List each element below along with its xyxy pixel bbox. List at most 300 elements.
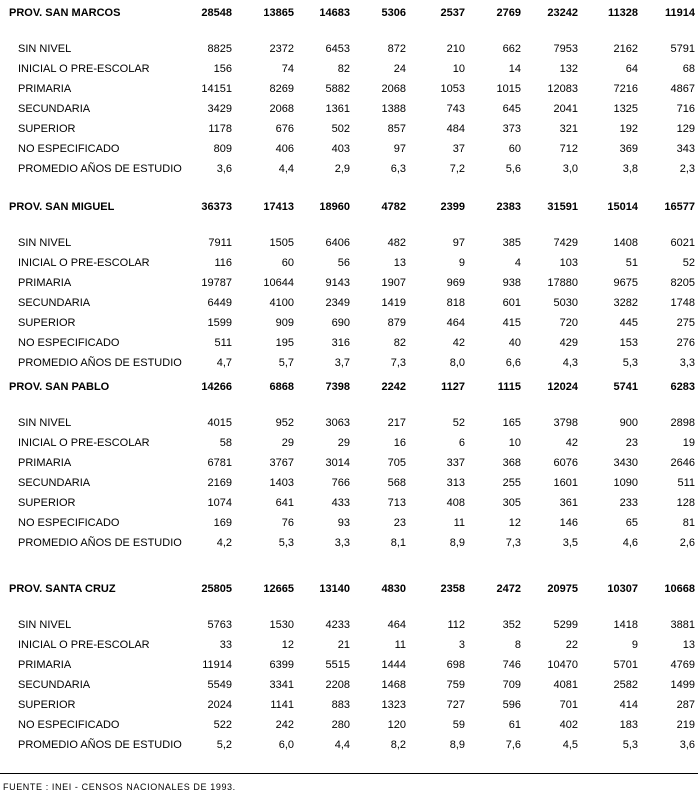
value-cell: 4,5 (562, 739, 578, 751)
value-cell: 22 (565, 639, 578, 651)
value-cell: 129 (676, 123, 695, 135)
value-cell: 7,3 (505, 537, 521, 549)
value-cell: 1408 (613, 237, 638, 249)
province-total-cell: 14266 (201, 381, 232, 393)
value-cell: 12083 (547, 83, 578, 95)
value-cell: 373 (502, 123, 521, 135)
row-label: SUPERIOR (18, 497, 76, 509)
province-total-cell: 16577 (664, 201, 695, 213)
value-cell: 368 (502, 457, 521, 469)
province-total-cell: 5741 (613, 381, 638, 393)
province-total-cell: 4830 (381, 583, 406, 595)
value-cell: 445 (619, 317, 638, 329)
value-cell: 52 (682, 257, 695, 269)
value-cell: 2208 (325, 679, 350, 691)
value-cell: 23 (625, 437, 638, 449)
row-label: PROMEDIO AÑOS DE ESTUDIO (18, 357, 182, 369)
value-cell: 7,3 (390, 357, 406, 369)
value-cell: 24 (393, 63, 406, 75)
value-cell: 8,9 (449, 739, 465, 751)
value-cell: 275 (676, 317, 695, 329)
value-cell: 42 (565, 437, 578, 449)
value-cell: 403 (331, 143, 350, 155)
value-cell: 11 (394, 639, 406, 651)
value-cell: 37 (452, 143, 465, 155)
value-cell: 596 (502, 699, 521, 711)
province-header-row (0, 197, 698, 217)
value-cell: 6,3 (390, 163, 406, 175)
row-label: INICIAL O PRE-ESCOLAR (18, 437, 150, 449)
value-cell: 429 (559, 337, 578, 349)
value-cell: 305 (502, 497, 521, 509)
value-cell: 952 (275, 417, 294, 429)
row-label: SECUNDARIA (18, 679, 91, 691)
value-cell: 511 (677, 477, 695, 489)
value-cell: 6076 (553, 457, 578, 469)
value-cell: 406 (275, 143, 294, 155)
table-row (0, 413, 698, 433)
province-total-cell: 12024 (547, 381, 578, 393)
value-cell: 165 (502, 417, 521, 429)
value-cell: 60 (281, 257, 294, 269)
value-cell: 1599 (207, 317, 232, 329)
province-total-cell: 4782 (381, 201, 406, 213)
row-label: SECUNDARIA (18, 477, 91, 489)
value-cell: 29 (337, 437, 350, 449)
province-total-cell: 31591 (547, 201, 578, 213)
value-cell: 10470 (547, 659, 578, 671)
province-total-cell: 2537 (440, 7, 465, 19)
value-cell: 1178 (208, 123, 232, 135)
value-cell: 759 (446, 679, 465, 691)
value-cell: 219 (676, 719, 695, 731)
value-cell: 1403 (269, 477, 294, 489)
province-total-cell: 13865 (263, 7, 294, 19)
table-row (0, 313, 698, 333)
value-cell: 82 (337, 63, 350, 75)
value-cell: 5299 (553, 619, 578, 631)
value-cell: 337 (446, 457, 465, 469)
value-cell: 883 (331, 699, 350, 711)
value-cell: 76 (281, 517, 294, 529)
value-cell: 3,5 (562, 537, 578, 549)
province-header-row (0, 579, 698, 599)
value-cell: 4100 (269, 297, 294, 309)
row-label: NO ESPECIFICADO (18, 719, 120, 731)
row-label: NO ESPECIFICADO (18, 143, 120, 155)
value-cell: 482 (387, 237, 406, 249)
value-cell: 7429 (553, 237, 578, 249)
value-cell: 415 (502, 317, 521, 329)
value-cell: 6021 (670, 237, 695, 249)
value-cell: 97 (452, 237, 465, 249)
value-cell: 3,0 (562, 163, 578, 175)
value-cell: 5,6 (505, 163, 521, 175)
value-cell: 8,1 (390, 537, 406, 549)
source-note: FUENTE : INEI - CENSOS NACIONALES DE 1993. (3, 782, 236, 792)
value-cell: 68 (682, 63, 695, 75)
table-row (0, 635, 698, 655)
value-cell: 1074 (207, 497, 232, 509)
value-cell: 464 (387, 619, 406, 631)
value-cell: 10 (508, 437, 521, 449)
value-cell: 5030 (553, 297, 578, 309)
value-cell: 65 (625, 517, 638, 529)
province-total-cell: 28548 (201, 7, 232, 19)
row-label: PRIMARIA (18, 457, 72, 469)
value-cell: 3,8 (622, 163, 638, 175)
value-cell: 23 (393, 517, 406, 529)
province-total-cell: 5306 (381, 7, 406, 19)
value-cell: 1499 (670, 679, 695, 691)
value-cell: 1141 (270, 699, 294, 711)
value-cell: 8,2 (390, 739, 406, 751)
value-cell: 4867 (670, 83, 695, 95)
value-cell: 743 (446, 103, 465, 115)
value-cell: 8205 (670, 277, 695, 289)
value-cell: 1907 (381, 277, 406, 289)
value-cell: 316 (331, 337, 350, 349)
value-cell: 3798 (553, 417, 578, 429)
province-total-cell: 23242 (547, 7, 578, 19)
value-cell: 5,3 (622, 739, 638, 751)
value-cell: 60 (508, 143, 521, 155)
row-label: PRIMARIA (18, 659, 72, 671)
value-cell: 1418 (613, 619, 638, 631)
value-cell: 4081 (553, 679, 578, 691)
value-cell: 720 (559, 317, 578, 329)
province-total-cell: 1127 (441, 381, 465, 393)
value-cell: 21 (337, 639, 350, 651)
value-cell: 645 (502, 103, 521, 115)
value-cell: 97 (393, 143, 406, 155)
value-cell: 969 (446, 277, 465, 289)
value-cell: 1444 (381, 659, 406, 671)
value-cell: 9675 (613, 277, 638, 289)
value-cell: 4,2 (216, 537, 232, 549)
value-cell: 433 (331, 497, 350, 509)
province-total-cell: 10668 (664, 583, 695, 595)
table-row (0, 99, 698, 119)
value-cell: 287 (676, 699, 695, 711)
value-cell: 7,2 (449, 163, 465, 175)
row-label: INICIAL O PRE-ESCOLAR (18, 63, 150, 75)
value-cell: 709 (502, 679, 521, 691)
value-cell: 5701 (613, 659, 638, 671)
value-cell: 2068 (269, 103, 294, 115)
value-cell: 1388 (381, 103, 406, 115)
table-row (0, 473, 698, 493)
value-cell: 82 (393, 337, 406, 349)
value-cell: 5,7 (278, 357, 294, 369)
table-row (0, 655, 698, 675)
value-cell: 4,3 (562, 357, 578, 369)
value-cell: 59 (452, 719, 465, 731)
value-cell: 93 (337, 517, 350, 529)
value-cell: 3 (458, 639, 465, 651)
province-total-cell: 7398 (325, 381, 350, 393)
value-cell: 56 (337, 257, 350, 269)
value-cell: 42 (452, 337, 465, 349)
province-total-cell: 2472 (496, 583, 521, 595)
province-header-row (0, 377, 698, 397)
province-total-cell: 2242 (381, 381, 406, 393)
value-cell: 2162 (613, 43, 638, 55)
value-cell: 408 (446, 497, 465, 509)
value-cell: 5549 (207, 679, 232, 691)
value-cell: 2372 (269, 43, 294, 55)
value-cell: 4,6 (622, 537, 638, 549)
value-cell: 6406 (325, 237, 350, 249)
table-row (0, 353, 698, 373)
value-cell: 217 (387, 417, 406, 429)
province-total-cell: 11328 (608, 7, 638, 19)
table-row (0, 695, 698, 715)
value-cell: 5515 (325, 659, 350, 671)
value-cell: 2582 (613, 679, 638, 691)
value-cell: 13 (682, 639, 695, 651)
value-cell: 8269 (269, 83, 294, 95)
value-cell: 7,6 (505, 739, 521, 751)
value-cell: 4,4 (334, 739, 350, 751)
value-cell: 705 (387, 457, 406, 469)
value-cell: 1601 (553, 477, 578, 489)
value-cell: 4,4 (278, 163, 294, 175)
value-cell: 3341 (269, 679, 294, 691)
row-label: SECUNDARIA (18, 103, 91, 115)
row-label: SIN NIVEL (18, 237, 72, 249)
value-cell: 33 (219, 639, 232, 651)
value-cell: 16 (393, 437, 406, 449)
value-cell: 464 (446, 317, 465, 329)
value-cell: 74 (281, 63, 294, 75)
value-cell: 2349 (325, 297, 350, 309)
value-cell: 242 (275, 719, 294, 731)
value-cell: 3429 (207, 103, 232, 115)
value-cell: 6781 (207, 457, 232, 469)
value-cell: 857 (387, 123, 406, 135)
value-cell: 9 (631, 639, 638, 651)
value-cell: 210 (446, 43, 465, 55)
value-cell: 2,6 (679, 537, 695, 549)
row-label: PRIMARIA (18, 83, 72, 95)
value-cell: 369 (619, 143, 638, 155)
row-label: SIN NIVEL (18, 43, 72, 55)
value-cell: 1015 (496, 83, 521, 95)
value-cell: 4233 (325, 619, 350, 631)
value-cell: 5791 (670, 43, 695, 55)
table-row (0, 139, 698, 159)
table-row (0, 433, 698, 453)
value-cell: 522 (213, 719, 232, 731)
value-cell: 1361 (325, 103, 350, 115)
value-cell: 8,0 (449, 357, 465, 369)
value-cell: 3767 (269, 457, 294, 469)
value-cell: 120 (387, 719, 406, 731)
value-cell: 502 (331, 123, 350, 135)
value-cell: 818 (446, 297, 465, 309)
value-cell: 713 (387, 497, 406, 509)
table-row (0, 253, 698, 273)
value-cell: 698 (446, 659, 465, 671)
value-cell: 3282 (613, 297, 638, 309)
value-cell: 8,9 (449, 537, 465, 549)
value-cell: 51 (625, 257, 638, 269)
value-cell: 128 (676, 497, 695, 509)
value-cell: 766 (331, 477, 350, 489)
value-cell: 146 (559, 517, 578, 529)
value-cell: 727 (446, 699, 465, 711)
value-cell: 12 (281, 639, 294, 651)
value-cell: 716 (676, 103, 695, 115)
value-cell: 5,3 (622, 357, 638, 369)
value-cell: 7911 (208, 237, 232, 249)
table-row (0, 513, 698, 533)
table-row (0, 715, 698, 735)
row-label: SIN NIVEL (18, 417, 72, 429)
value-cell: 1530 (269, 619, 294, 631)
value-cell: 2041 (553, 103, 578, 115)
value-cell: 192 (619, 123, 638, 135)
value-cell: 3881 (670, 619, 695, 631)
value-cell: 9143 (325, 277, 350, 289)
value-cell: 3430 (613, 457, 638, 469)
value-cell: 7953 (553, 43, 578, 55)
value-cell: 3,7 (334, 357, 350, 369)
table-row (0, 59, 698, 79)
value-cell: 183 (619, 719, 638, 731)
value-cell: 872 (387, 43, 406, 55)
row-label: NO ESPECIFICADO (18, 337, 120, 349)
value-cell: 879 (387, 317, 406, 329)
table-row (0, 453, 698, 473)
value-cell: 64 (625, 63, 638, 75)
value-cell: 676 (275, 123, 294, 135)
province-total-cell: 18960 (319, 201, 350, 213)
province-total-cell: 1115 (497, 381, 521, 393)
value-cell: 402 (559, 719, 578, 731)
province-total-cell: 6868 (269, 381, 294, 393)
value-cell: 8825 (207, 43, 232, 55)
table-row (0, 735, 698, 755)
value-cell: 52 (452, 417, 465, 429)
province-total-cell: 14683 (319, 7, 350, 19)
province-name: PROV. SAN MIGUEL (9, 201, 115, 213)
value-cell: 2898 (670, 417, 695, 429)
value-cell: 19787 (201, 277, 232, 289)
value-cell: 103 (559, 257, 578, 269)
value-cell: 6,0 (278, 739, 294, 751)
row-label: SUPERIOR (18, 317, 76, 329)
value-cell: 5763 (207, 619, 232, 631)
row-label: PROMEDIO AÑOS DE ESTUDIO (18, 163, 182, 175)
value-cell: 712 (559, 143, 578, 155)
row-label: SUPERIOR (18, 123, 76, 135)
value-cell: 6 (458, 437, 465, 449)
value-cell: 1325 (613, 103, 638, 115)
table-row (0, 675, 698, 695)
province-total-cell: 6283 (670, 381, 695, 393)
row-label: SECUNDARIA (18, 297, 91, 309)
table-row (0, 293, 698, 313)
value-cell: 5,2 (216, 739, 232, 751)
table-row (0, 79, 698, 99)
value-cell: 2646 (670, 457, 695, 469)
value-cell: 12 (508, 517, 521, 529)
value-cell: 112 (447, 619, 465, 631)
table-row (0, 273, 698, 293)
value-cell: 414 (619, 699, 638, 711)
row-label: PROMEDIO AÑOS DE ESTUDIO (18, 739, 182, 751)
footer-divider (0, 773, 698, 774)
table-row (0, 233, 698, 253)
value-cell: 343 (676, 143, 695, 155)
province-total-cell: 2399 (440, 201, 465, 213)
value-cell: 313 (446, 477, 465, 489)
value-cell: 2068 (381, 83, 406, 95)
value-cell: 6449 (207, 297, 232, 309)
value-cell: 701 (559, 699, 578, 711)
province-header-row (0, 3, 698, 23)
value-cell: 3014 (325, 457, 350, 469)
province-total-cell: 20975 (547, 583, 578, 595)
row-label: SUPERIOR (18, 699, 76, 711)
province-total-cell: 2383 (496, 201, 521, 213)
value-cell: 690 (331, 317, 350, 329)
row-label: SIN NIVEL (18, 619, 72, 631)
value-cell: 3,3 (679, 357, 695, 369)
value-cell: 2169 (207, 477, 232, 489)
value-cell: 938 (502, 277, 521, 289)
value-cell: 8 (514, 639, 521, 651)
row-label: INICIAL O PRE-ESCOLAR (18, 639, 150, 651)
value-cell: 385 (502, 237, 521, 249)
table-row (0, 119, 698, 139)
value-cell: 169 (213, 517, 232, 529)
province-name: PROV. SANTA CRUZ (9, 583, 116, 595)
value-cell: 1323 (381, 699, 406, 711)
province-total-cell: 10307 (607, 583, 638, 595)
value-cell: 1505 (269, 237, 294, 249)
value-cell: 61 (508, 719, 521, 731)
value-cell: 321 (559, 123, 578, 135)
value-cell: 2,9 (334, 163, 350, 175)
value-cell: 6453 (325, 43, 350, 55)
value-cell: 909 (275, 317, 294, 329)
value-cell: 6,6 (505, 357, 521, 369)
value-cell: 3,3 (334, 537, 350, 549)
table-row (0, 159, 698, 179)
province-total-cell: 13140 (319, 583, 350, 595)
value-cell: 4769 (670, 659, 695, 671)
value-cell: 352 (502, 619, 521, 631)
row-label: PRIMARIA (18, 277, 72, 289)
value-cell: 276 (676, 337, 695, 349)
value-cell: 29 (281, 437, 294, 449)
table-row (0, 615, 698, 635)
value-cell: 116 (214, 257, 232, 269)
value-cell: 2024 (207, 699, 232, 711)
value-cell: 746 (502, 659, 521, 671)
value-cell: 3063 (325, 417, 350, 429)
value-cell: 19 (682, 437, 695, 449)
province-name: PROV. SAN PABLO (9, 381, 110, 393)
row-label: PROMEDIO AÑOS DE ESTUDIO (18, 537, 182, 549)
value-cell: 7216 (613, 83, 638, 95)
value-cell: 361 (559, 497, 578, 509)
province-total-cell: 15014 (607, 201, 638, 213)
table-row (0, 333, 698, 353)
